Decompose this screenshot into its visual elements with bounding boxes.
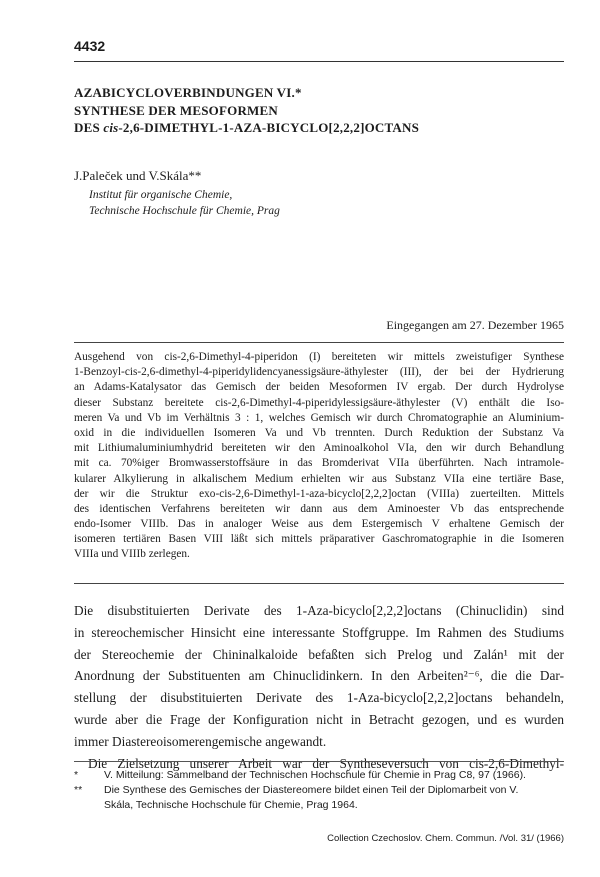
affiliation xyxy=(89,187,280,219)
body-line: Anordnung der Substituenten am Chinuclidinkern. In den Arbeiten²⁻⁶, die die Dar- xyxy=(74,668,564,684)
title-line-3 xyxy=(74,119,564,137)
abstract-line: isomeren tertiären Basen VIII läßt sich mittels präparativer Gaschromatographie in die Isomeren xyxy=(74,533,564,546)
abstract-line: dieser Substanz bereitete cis-2,6-Dimethyl-4-piperidylessigsäure-äthylester (V) enthält die Iso- xyxy=(74,396,564,409)
body-line: Die disubstituierten Derivate des 1-Aza-bicyclo[2,2,2]octans (Chinuclidin) sind xyxy=(74,603,564,618)
body-line: Die Zielsetzung unserer Arbeit war der Syntheseversuch von cis-2,6-Dimethyl- xyxy=(88,755,564,771)
footnote-line: Skála, Technische Hochschule für Chemie, Prag 1964. xyxy=(104,799,358,811)
body-line: der Stereochemie der Chininalkaloide befaßten sich Prelog und Zalán¹ mit der xyxy=(74,646,564,662)
body-line: in stereochemischer Hinsicht eine interessante Stoffgruppe. Im Rahmen des Studiums xyxy=(74,624,564,640)
title-line-3-italic: cis xyxy=(103,120,119,135)
body-line: stellung der disubstituierten Derivate des 1-Aza-bicyclo[2,2,2]octans behandeln, xyxy=(74,690,564,706)
affiliation-line-2: Technische Hochschule für Chemie, Prag xyxy=(89,205,280,217)
footnote xyxy=(74,768,564,783)
abstract-line: endo-Isomer VIIIb. Das in analoger Weise aus dem Estergemisch V erhaltene Gemisch der xyxy=(74,518,564,531)
footnote-marker: ** xyxy=(74,784,83,796)
abstract-line: der wir die Struktur exo-cis-2,6-Dimethyl-1-aza-bicyclo[2,2,2]octan (VIIIa) zuerteilten. Mittels xyxy=(74,487,564,500)
abstract-line: kularer Alkylierung in alkalischem Medium erhielten wir aus Substanz VIIa eine tertiäre Base, xyxy=(74,472,564,485)
journal-reference: Collection Czechoslov. Chem. Commun. /Vol. 31/ (1966) xyxy=(327,833,564,844)
footnote xyxy=(74,783,564,813)
title-line-3-suffix: -2,6-DIMETHYL-1-AZA-BICYCLO[2,2,2]OCTANS xyxy=(118,120,420,135)
page-number: 4432 xyxy=(74,38,106,54)
abstract-line: Ausgehend von cis-2,6-Dimethyl-4-piperidon (I) bereiteten wir mittels zweistufiger Synthese xyxy=(74,351,564,363)
affiliation-line-1: Institut für organische Chemie, xyxy=(89,189,233,201)
title-line-3-prefix: DES xyxy=(74,120,104,135)
footnote-line: Die Synthese des Gemisches der Diastereomere bildet einen Teil der Diplomarbeit von V. xyxy=(104,784,519,796)
footnote-marker: * xyxy=(74,769,79,781)
abstract-line: oxid in die individuellen Isomeren Va und Vb trennten. Durch Reduktion der Substanz Va xyxy=(74,426,564,439)
body-text xyxy=(74,600,564,774)
header-rule xyxy=(74,61,564,62)
footnote-line: V. Mitteilung: Sammelband der Technischen Hochschule für Chemie in Prag C8, 97 (1966). xyxy=(104,769,526,781)
article-title xyxy=(74,84,564,137)
title-line-2: SYNTHESE DER MESOFORMEN xyxy=(74,102,278,118)
received-date: Eingegangen am 27. Dezember 1965 xyxy=(386,318,564,332)
abstract-line: 1-Benzoyl-cis-2,6-dimethyl-4-piperidylidencyanessigsäure-äthylester (III), der bei der Hydrierung xyxy=(74,366,564,379)
abstract-line: mit Lithiumaluminiumhydrid bereiteten wir den Aminoalkohol VIa, den wir durch Behandlung xyxy=(74,442,564,455)
abstract-rule-top xyxy=(74,342,564,343)
abstract-line: mit ca. 70%iger Bromwasserstoffsäure in das Bromderivat VIIa überführten. Nach intramole- xyxy=(74,457,564,470)
footnotes xyxy=(74,768,564,813)
abstract-rule-bottom xyxy=(74,583,564,584)
abstract-line: an Adams-Katalysator das Gemisch der beiden Mesoformen IV ergab. Der durch Hydrolyse xyxy=(74,381,564,394)
title-line-1: AZABICYCLOVERBINDUNGEN VI.* xyxy=(74,85,302,100)
abstract xyxy=(74,350,564,563)
body-line: wurde aber die Frage der Konfiguration nicht in Betracht gezogen, und es wurden xyxy=(74,711,564,727)
footnote-rule xyxy=(74,761,564,762)
abstract-line: VIIIa und VIIIb zerlegen. xyxy=(74,548,190,561)
authors: J.Paleček und V.Skála** xyxy=(74,168,202,183)
abstract-line: meren Va und Vb im Verhältnis 3 : 1, welches Gemisch wir durch Chromatographie an Aluminium- xyxy=(74,411,564,424)
abstract-line: des identischen Verfahrens bereiteten wir dann aus dem Aminoester Vb das entsprechende xyxy=(74,502,564,515)
body-line: immer Diastereoisomerengemische angewandt. xyxy=(74,733,327,749)
